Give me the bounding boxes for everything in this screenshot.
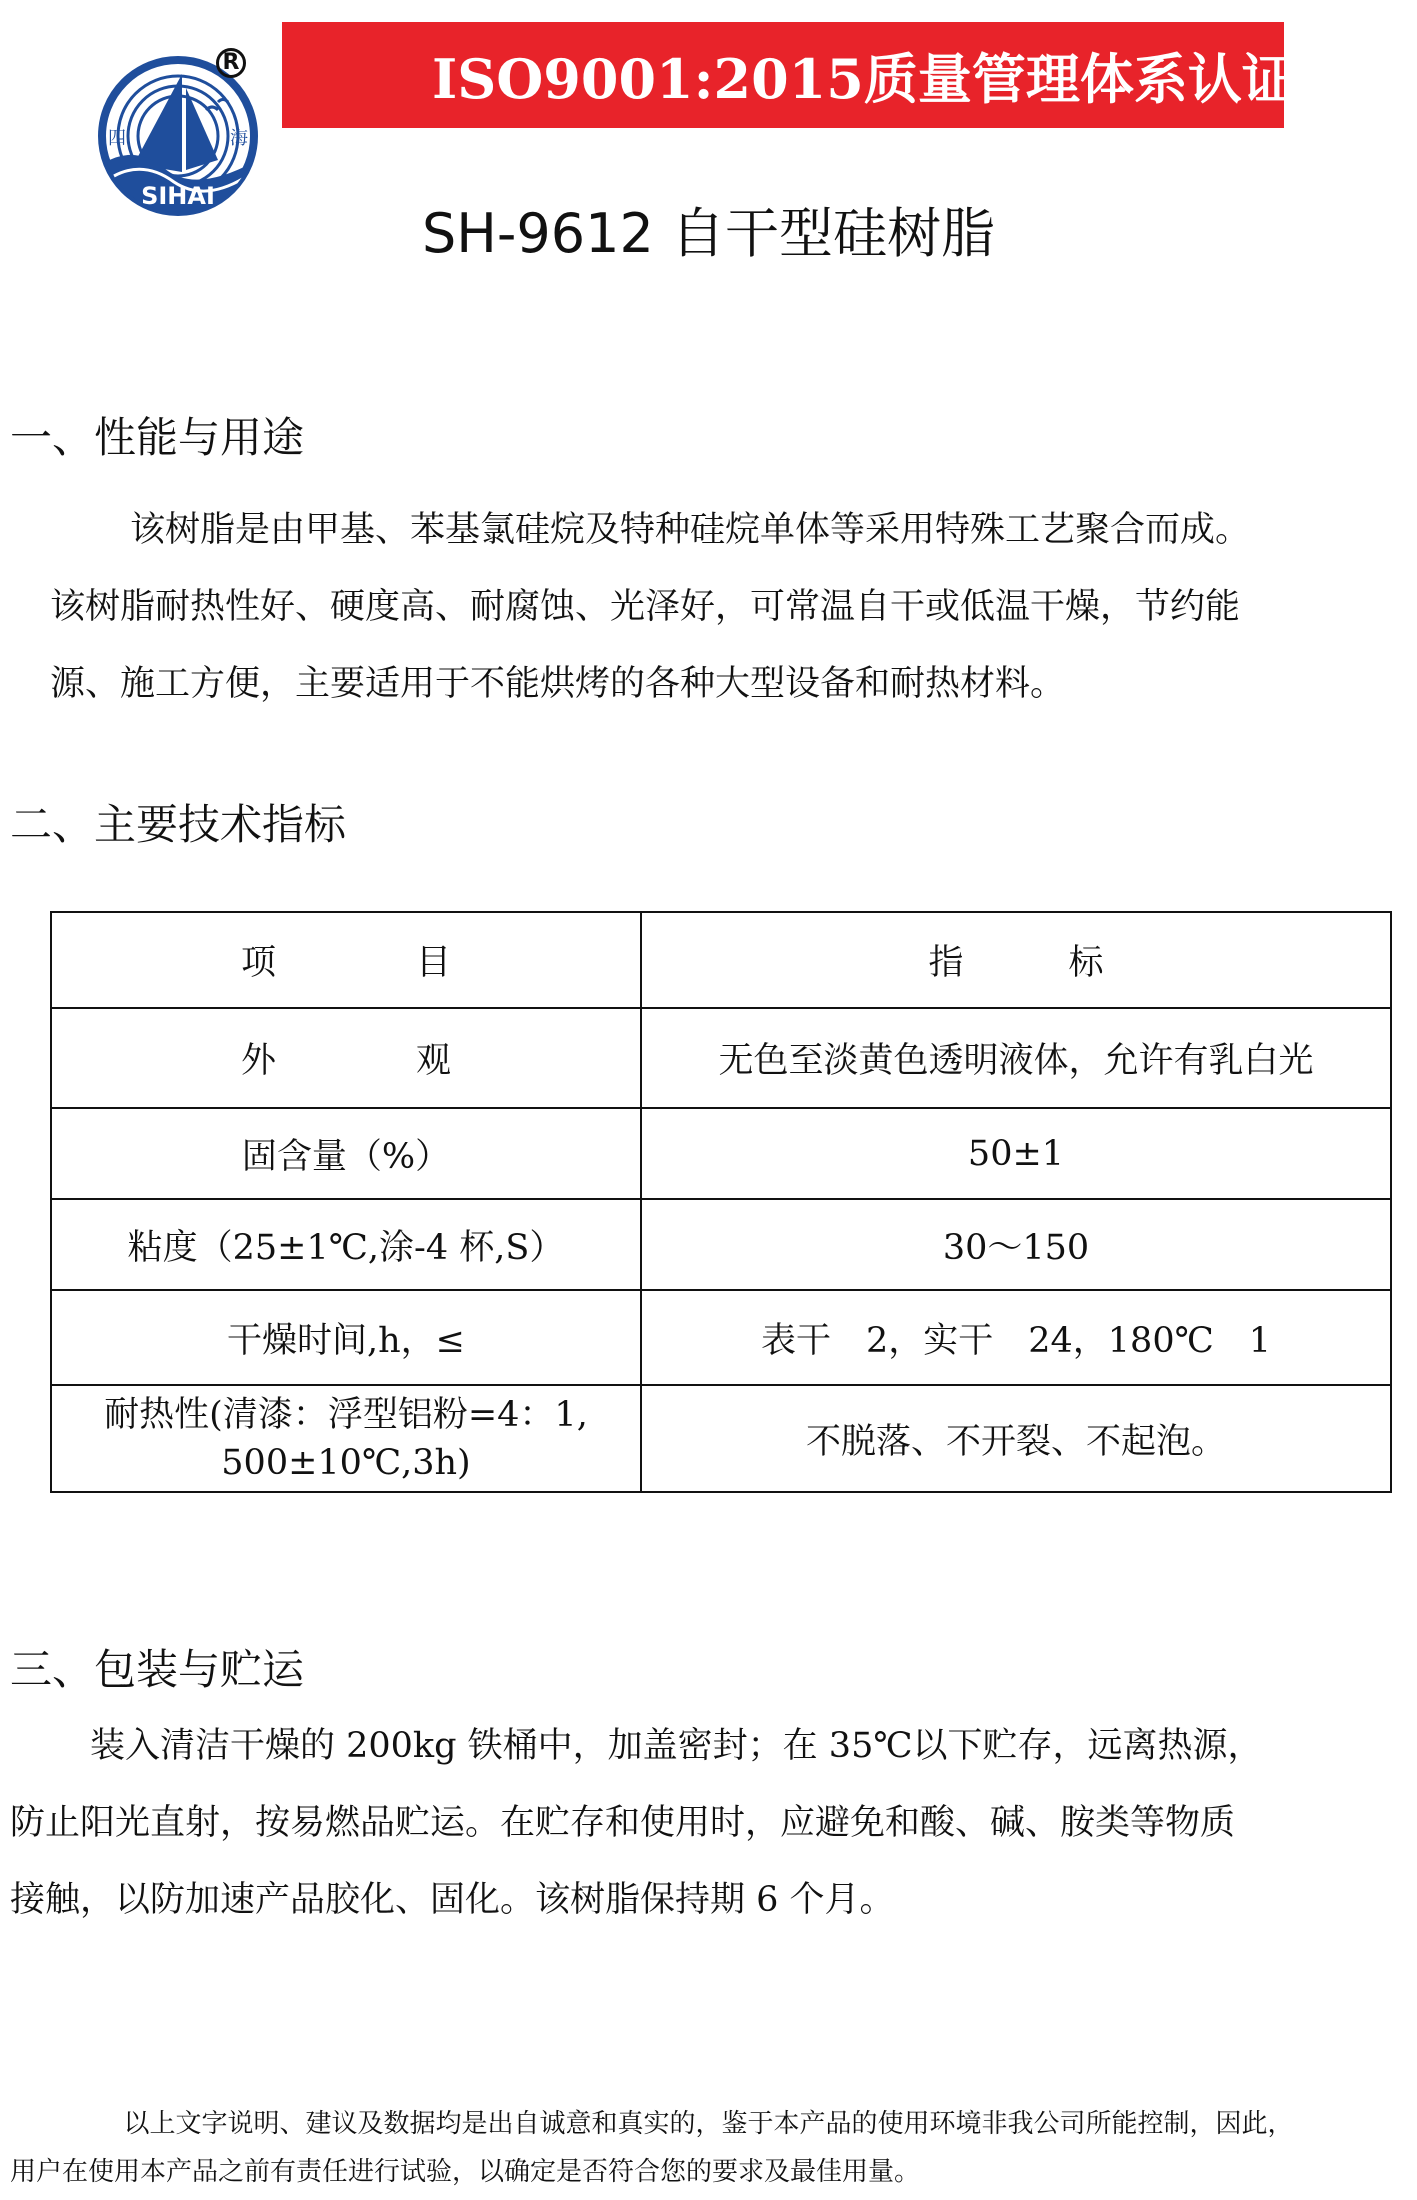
section1-heading: 一、性能与用途: [10, 413, 305, 462]
value-cell-appearance: 无色至淡黄色透明液体，允许有乳白光: [641, 1008, 1391, 1108]
document-title: SH-9612 自干型硅树脂: [422, 202, 995, 265]
section3-heading: 三、包装与贮运: [10, 1645, 305, 1694]
value-cell-solid-content: 50±1: [641, 1108, 1391, 1199]
disclaimer-line-2: 用户在使用本产品之前有责任进行试验，以确定是否符合您的要求及最佳用量。: [10, 2157, 921, 2187]
value-cell-drying-time: 表干 2，实干 24，180℃ 1: [641, 1290, 1391, 1385]
item-cell-heat-resistance: [51, 1385, 641, 1492]
item-cell-viscosity: 粘度（25±1℃,涂-4 杯,S）: [51, 1199, 641, 1290]
section3-line-1: 装入清洁干燥的 200kg 铁桶中，加盖密封；在 35℃以下贮存，远离热源，: [90, 1726, 1263, 1766]
table-row: [51, 1199, 1391, 1290]
item-cell-drying-time: 干燥时间,h，≤: [51, 1290, 641, 1385]
item-heat-resistance-line-2: 500±10℃,3h): [221, 1442, 471, 1483]
item-cell-appearance: 外 观: [51, 1008, 641, 1108]
logo-char-left: 四: [108, 128, 126, 149]
logo-wordmark: SIHAI: [141, 182, 215, 210]
section1-line-3: 源、施工方便，主要适用于不能烘烤的各种大型设备和耐热材料。: [50, 664, 1066, 704]
header-index-cell: 指 标: [641, 912, 1391, 1008]
iso-certification-banner: ISO9001:2015质量管理体系认证: [282, 22, 1284, 128]
value-cell-heat-resistance: 不脱落、不开裂、不起泡。: [641, 1385, 1391, 1492]
section2-heading: 二、主要技术指标: [10, 800, 347, 849]
section3-line-3: 接触，以防加速产品胶化、固化。该树脂保持期 6 个月。: [10, 1880, 895, 1920]
header-item-cell: 项 目: [51, 912, 641, 1008]
item-heat-resistance-line-1: 耐热性(清漆：浮型铝粉=4：1,: [104, 1394, 588, 1435]
section1-line-2: 该树脂耐热性好、硬度高、耐腐蚀、光泽好，可常温自干或低温干燥，节约能: [50, 587, 1241, 627]
registered-mark: R: [216, 48, 246, 78]
item-cell-solid-content: 固含量（%）: [51, 1108, 641, 1199]
spec-table: [50, 911, 1392, 1493]
table-row: [51, 1290, 1391, 1385]
logo-char-right: 海: [230, 128, 248, 149]
table-row: [51, 1108, 1391, 1199]
table-row: [51, 1385, 1391, 1492]
table-row: [51, 1008, 1391, 1108]
table-header-row: [51, 912, 1391, 1008]
value-cell-viscosity: 30～150: [641, 1199, 1391, 1290]
disclaimer-line-1: 以上文字说明、建议及数据均是出自诚意和真实的，鉴于本产品的使用环境非我公司所能控制，因此，: [123, 2109, 1294, 2139]
section3-line-2: 防止阳光直射，按易燃品贮运。在贮存和使用时，应避免和酸、碱、胺类等物质: [10, 1803, 1236, 1843]
section1-line-1: 该树脂是由甲基、苯基氯硅烷及特种硅烷单体等采用特殊工艺聚合而成。: [130, 510, 1251, 550]
